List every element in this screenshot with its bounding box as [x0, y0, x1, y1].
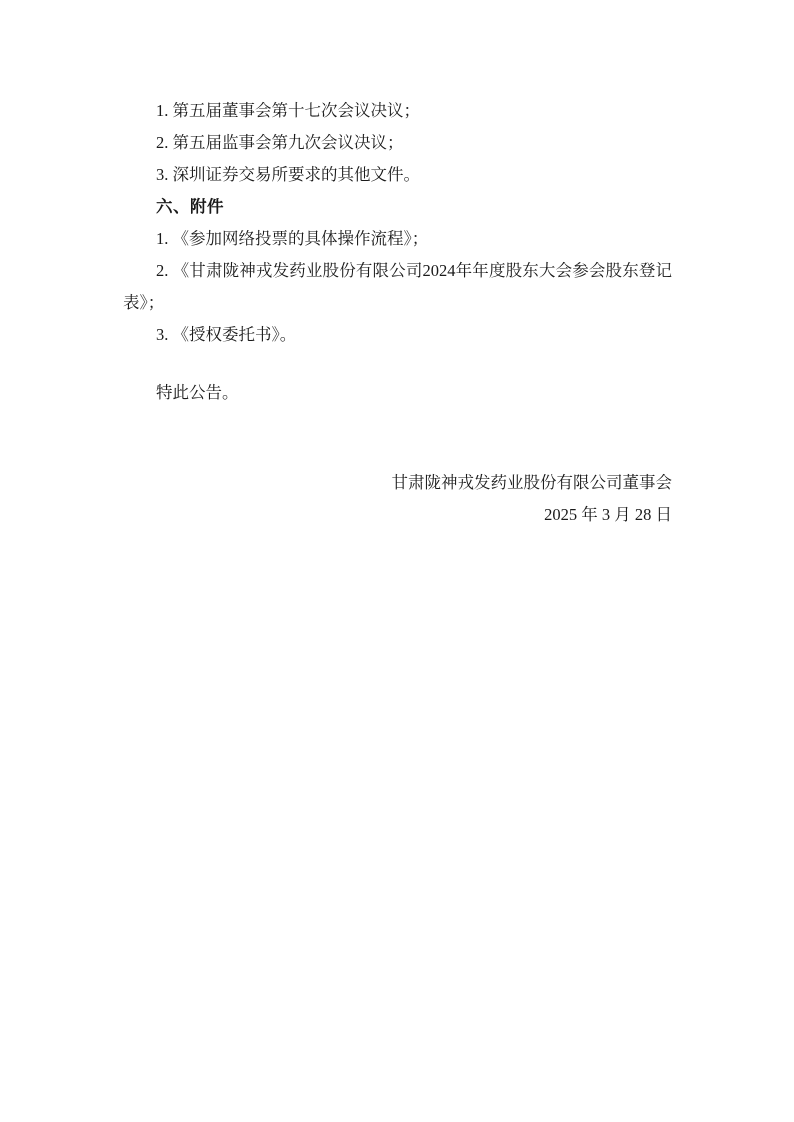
closing-statement: 特此公告。 [156, 383, 239, 402]
blank-lines [123, 409, 672, 467]
attachment-item-1: 1. 《参加网络投票的具体操作流程》； [156, 229, 429, 248]
review-item-2: 2. 第五届监事会第九次会议决议； [156, 133, 404, 152]
signature-date: 2025 年 3 月 28 日 [544, 505, 672, 524]
review-item-1: 1. 第五届董事会第十七次会议决议； [156, 101, 420, 120]
section-heading-attachments: 六、附件 [156, 198, 224, 216]
blank-line [123, 351, 672, 377]
document-body [123, 95, 672, 531]
signature-company: 甘肃陇神戎发药业股份有限公司董事会 [391, 473, 672, 492]
attachment-item-3: 3. 《授权委托书》。 [156, 325, 297, 344]
review-item-3: 3. 深圳证券交易所要求的其他文件。 [156, 165, 420, 184]
attachment-item-2: 2. 《甘肃陇神戎发药业股份有限公司2024年年度股东大会参会股东登记表》； [123, 261, 672, 312]
